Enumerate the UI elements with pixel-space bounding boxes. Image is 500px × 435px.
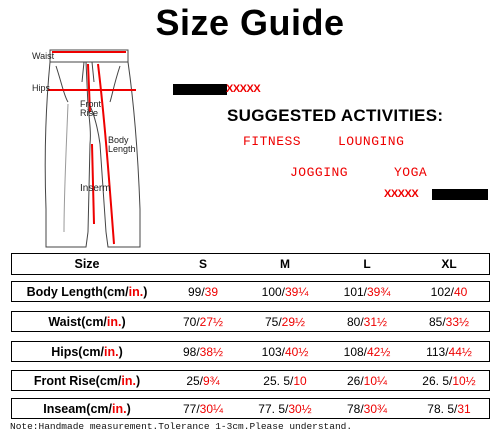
pants-diagram xyxy=(28,44,163,256)
activity-fitness: FITNESS xyxy=(243,134,302,149)
table-cell: 103/ 40½ xyxy=(261,344,309,359)
table-header-row xyxy=(11,253,490,275)
table-row xyxy=(11,311,490,332)
table-cell: 26/ 10¼ xyxy=(346,373,388,388)
body-length-label: Body Length xyxy=(108,135,136,154)
activity-lounging: LOUNGING xyxy=(338,134,405,149)
table-cell: 80/ 31½ xyxy=(346,314,388,329)
table-cell: 102/ 40 xyxy=(430,284,468,299)
row-label-waist: Waist(cm/ in. ) xyxy=(48,314,126,329)
page-title: Size Guide xyxy=(155,2,345,43)
table-row xyxy=(11,281,490,302)
row-label-body-length: Body Length(cm/ in. ) xyxy=(26,284,148,299)
table-row xyxy=(11,370,490,391)
row-label-front-rise: Front Rise(cm/ in. ) xyxy=(33,373,141,388)
header-size: Size xyxy=(74,257,100,271)
table-cell: 77. 5/ 30½ xyxy=(258,401,312,416)
activity-jogging: JOGGING xyxy=(290,165,349,180)
black-bar-top xyxy=(173,84,227,95)
table-cell: 78. 5/ 31 xyxy=(427,401,471,416)
red-x-mark-top: XXXXX xyxy=(226,83,261,95)
table-cell: 99/ 39 xyxy=(187,284,219,299)
header-l: L xyxy=(363,257,371,271)
measurement-note: Note:Handmade measurement.Tolerance 1-3cm.Please understand. xyxy=(10,421,353,432)
table-cell: 25/ 9¾ xyxy=(186,373,220,388)
red-x-mark-bottom: XXXXX xyxy=(384,188,419,200)
table-cell: 98/ 38½ xyxy=(182,344,224,359)
table-row xyxy=(11,398,490,419)
table-cell: 78/ 30¾ xyxy=(346,401,388,416)
table-cell: 77/ 30¼ xyxy=(182,401,224,416)
front-rise-label: Front Rise xyxy=(80,99,102,118)
waist-label: Waist xyxy=(32,51,55,61)
header-s: S xyxy=(198,257,207,271)
table-cell: 70/ 27½ xyxy=(182,314,224,329)
activities-title: SUGGESTED ACTIVITIES: xyxy=(227,106,444,125)
table-cell: 108/ 42½ xyxy=(343,344,391,359)
hips-label: Hips xyxy=(32,83,51,93)
header-xl: XL xyxy=(441,257,457,271)
row-label-hips: Hips(cm/ in. ) xyxy=(51,344,123,359)
table-cell: 75/ 29½ xyxy=(264,314,306,329)
pants-illustration xyxy=(28,44,163,256)
table-cell: 85/ 33½ xyxy=(428,314,470,329)
inseam-label: Inserm xyxy=(80,183,111,194)
table-cell: 101/ 39¾ xyxy=(343,284,391,299)
table-cell: 113/ 44½ xyxy=(426,344,472,359)
table-row xyxy=(11,341,490,362)
black-bar-bottom xyxy=(432,189,488,200)
row-label-inseam: Inseam(cm/ in. ) xyxy=(43,401,131,416)
table-cell: 26. 5/ 10½ xyxy=(422,373,476,388)
activity-yoga: YOGA xyxy=(394,165,428,180)
header-m: M xyxy=(280,257,290,271)
table-cell: 25. 5/ 10 xyxy=(263,373,307,388)
table-cell: 100/ 39¼ xyxy=(261,284,309,299)
